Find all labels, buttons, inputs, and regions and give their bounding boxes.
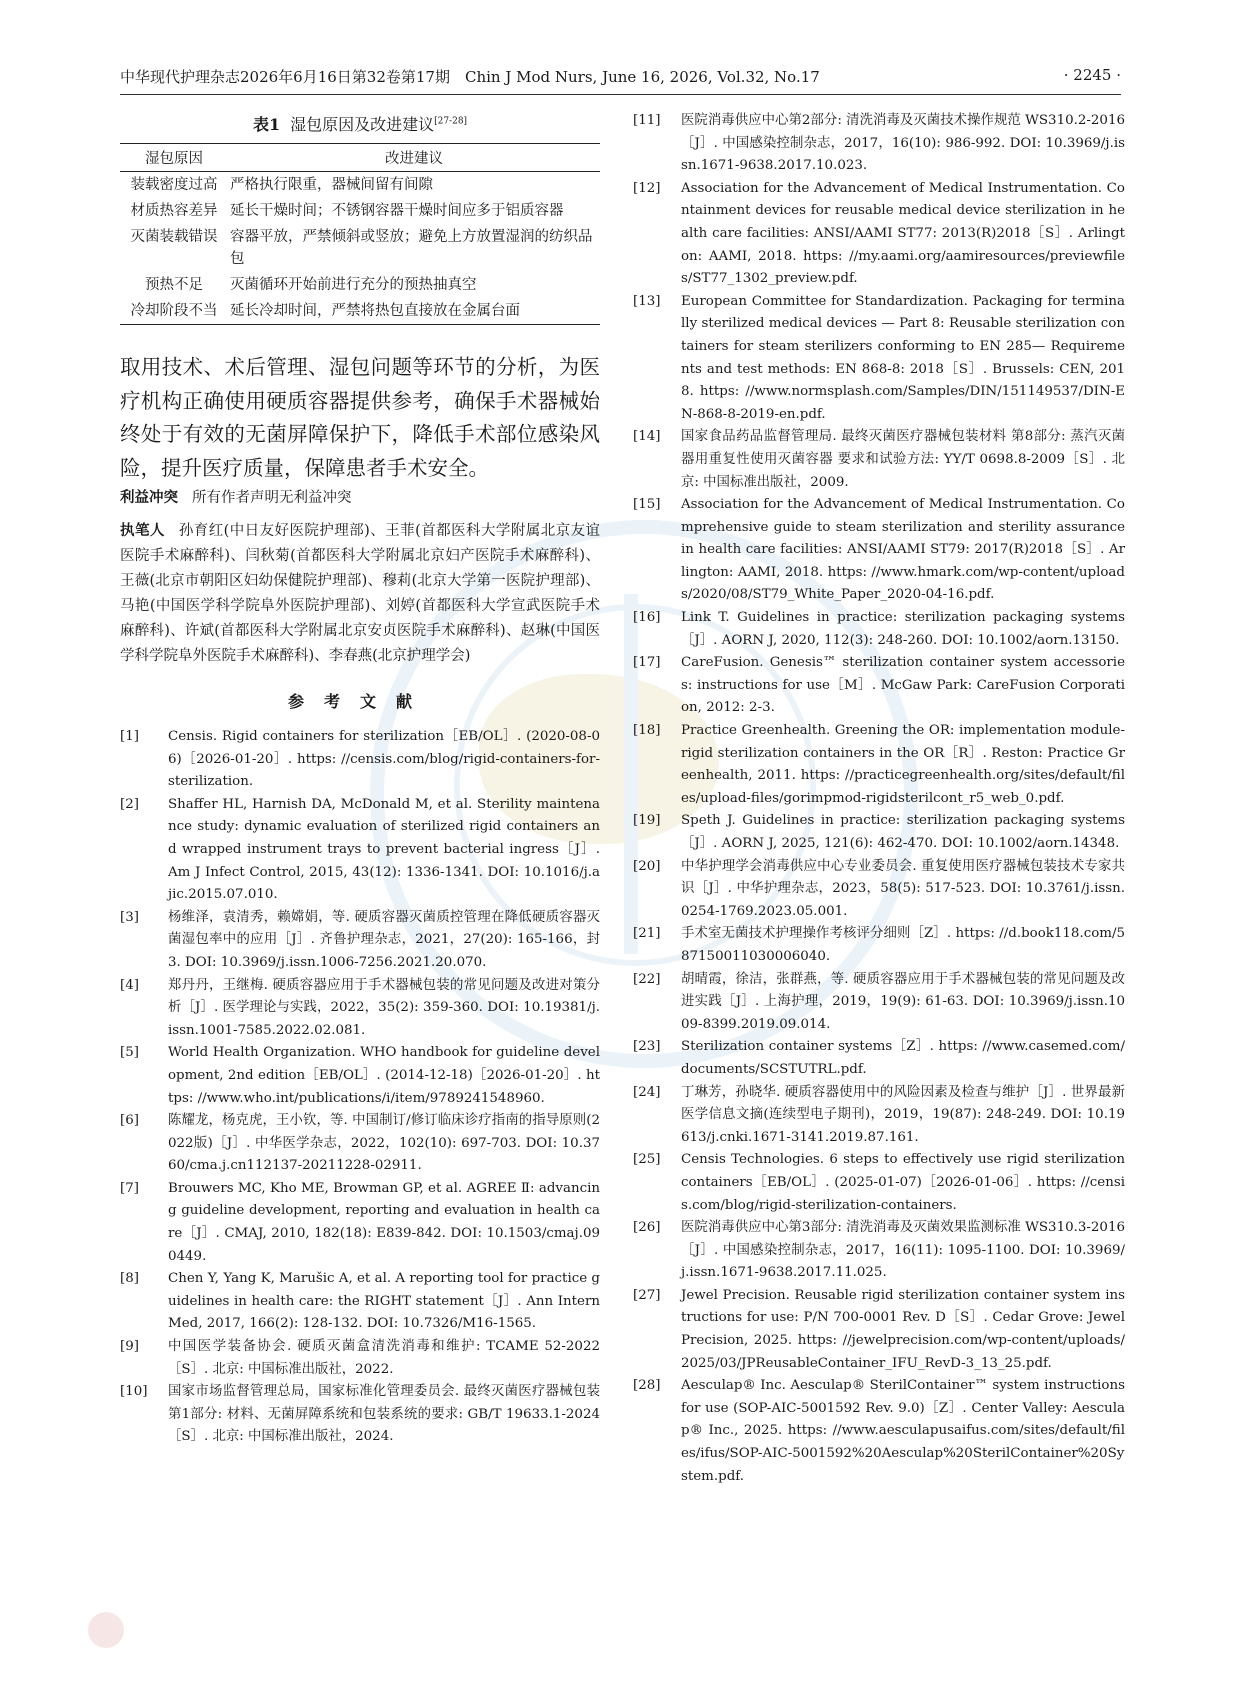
reference-item bbox=[120, 1336, 600, 1381]
reference-number: [8] bbox=[120, 1271, 139, 1287]
reference-text: Speth J. Guidelines in practice: sterilization packaging systems［J］. AORN J, 2025, 121(6): 462-470. DOI: 10.1002/aorn.14348. bbox=[681, 813, 1125, 851]
reference-number: [27] bbox=[633, 1287, 661, 1303]
cell-cause: 冷却阶段不当 bbox=[120, 298, 228, 325]
reference-text: 医院消毒供应中心第2部分: 清洗消毒及灭菌技术操作规范 WS310.2-2016［J］. 中国感染控制杂志，2017，16(10): 986-992. DOI: 10.3969/j.issn.1671-9638.2017.10.023. bbox=[681, 113, 1125, 174]
reference-item bbox=[633, 1375, 1125, 1488]
reference-text: European Committee for Standardization. Packaging for terminally sterilized medical devices — Part 8: Reusable sterilization containers for steam sterilizers conforming to EN 285— Requirements and test methods: EN 868-8: 2018［S］. Brussels: CEN, 2018. https: //www.normsplash.com/Samples/DIN/151149537/DIN-EN-868-8-2019-en.pdf. bbox=[681, 293, 1125, 422]
reference-number: [2] bbox=[120, 796, 139, 812]
reference-text: Sterilization container systems［Z］. https: //www.casemed.com/documents/SCSTUTRL.pdf. bbox=[681, 1039, 1125, 1077]
reference-text: Chen Y, Yang K, Marušic A, et al. A reporting tool for practice guidelines in health care: the RIGHT statement［J］. Ann Intern Med, 2017, 166(2): 128-132. DOI: 10.7326/M16-1565. bbox=[168, 1271, 600, 1332]
reference-item bbox=[633, 291, 1125, 427]
reference-text: 陈耀龙，杨克虎，王小钦，等. 中国制订/修订临床诊疗指南的指导原则(2022版)［J］. 中华医学杂志，2022，102(10): 697-703. DOI: 10.3760/cma.j.cn112137-20211228-02911. bbox=[168, 1113, 600, 1174]
reference-text: Censis Technologies. 6 steps to effectively use rigid sterilization containers［EB/OL］. (2025-01-07)［2026-01-06］. https: //censis.com/blog/rigid-sterilization-containers. bbox=[681, 1152, 1125, 1213]
reference-text: 中国医学装备协会. 硬质灭菌盒清洗消毒和维护: TCAME 52-2022［S］. 北京: 中国标准出版社，2022. bbox=[168, 1339, 600, 1377]
reference-number: [23] bbox=[633, 1039, 661, 1055]
reference-number: [25] bbox=[633, 1152, 661, 1168]
reference-item bbox=[120, 975, 600, 1043]
reference-item bbox=[633, 856, 1125, 924]
reference-number: [6] bbox=[120, 1113, 139, 1129]
journal-citation-line: 中华现代护理杂志2026年6月16日第32卷第17期 Chin J Mod Nurs, June 16, 2026, Vol.32, No.17 bbox=[120, 68, 820, 86]
reference-text: Association for the Advancement of Medical Instrumentation. Comprehensive guide to steam sterilization and sterility assurance in health care facilities: ANSI/AAMI ST79: 2017(R)2018［S］. Arlington: AAMI, 2018. https: //www.hmark.com/wp-content/uploads/2020/08/ST79_White_Paper_2020-04-16.pdf. bbox=[681, 497, 1125, 603]
reference-number: [5] bbox=[120, 1045, 139, 1061]
reference-number: [14] bbox=[633, 429, 661, 445]
reference-item bbox=[120, 907, 600, 975]
reference-number: [3] bbox=[120, 909, 139, 925]
table-citation: [27-28] bbox=[434, 116, 468, 127]
conflict-of-interest bbox=[120, 487, 600, 509]
cell-suggestion: 灭菌循环开始前进行充分的预热抽真空 bbox=[230, 277, 477, 293]
cell-cause: 材质热容差异 bbox=[130, 203, 218, 219]
cell-cause: 装载密度过高 bbox=[130, 177, 218, 193]
page-number: · 2245 · bbox=[1063, 66, 1121, 84]
reference-text: Link T. Guidelines in practice: sterilization packaging systems［J］. AORN J, 2020, 112(3): 248-260. DOI: 10.1002/aorn.13150. bbox=[681, 610, 1125, 648]
reference-number: [24] bbox=[633, 1084, 661, 1100]
reference-text: 手术室无菌技术护理操作考核评分细则［Z］. https: //d.book118.com/587150011030006040. bbox=[681, 926, 1125, 964]
cell-suggestion: 延长冷却时间，严禁将热包直接放在金属台面 bbox=[228, 298, 600, 325]
reference-text: 郑丹丹，王继梅. 硬质容器应用于手术器械包装的常见问题及改进对策分析［J］. 医学理论与实践，2022，35(2): 359-360. DOI: 10.19381/j.issn.1001-7585.2022.02.081. bbox=[168, 977, 600, 1038]
cell-cause: 预热不足 bbox=[145, 277, 203, 293]
cell-suggestion: 延长干燥时间；不锈钢容器干燥时间应多于铝质容器 bbox=[230, 203, 564, 219]
running-header bbox=[120, 66, 1121, 92]
reference-text: 国家食品药品监督管理局. 最终灭菌医疗器械包装材料 第8部分: 蒸汽灭菌器用重复性使用灭菌容器 要求和试验方法: YY/T 0698.8-2009［S］. 北京: 中国标准出版社，2009. bbox=[681, 429, 1125, 490]
reference-item bbox=[120, 1042, 600, 1110]
reference-text: 中华护理学会消毒供应中心专业委员会. 重复使用医疗器械包装技术专家共识［J］. 中华护理杂志，2023，58(5): 517-523. DOI: 10.3761/j.issn.0254-1769.2023.05.001. bbox=[681, 858, 1125, 919]
table-caption: 湿包原因及改进建议 bbox=[290, 115, 435, 134]
reference-text: CareFusion. Genesis™ sterilization container system accessories: instructions for use［M］. McGaw Park: CareFusion Corporation, 2012: 2-3. bbox=[681, 655, 1125, 716]
writers-paragraph bbox=[120, 519, 600, 669]
coi-label: 利益冲突 bbox=[120, 490, 178, 506]
reference-item bbox=[633, 1217, 1125, 1285]
reference-text: 医院消毒供应中心第3部分: 清洗消毒及灭菌效果监测标准 WS310.3-2016［J］. 中国感染控制杂志，2017，16(11): 1095-1100. DOI: 10.3969/j.issn.1671-9638.2017.11.025. bbox=[681, 1220, 1125, 1281]
reference-text: Shaffer HL, Harnish DA, McDonald M, et al. Sterility maintenance study: dynamic evaluation of sterilized rigid containers and wrapped instrument trays to prevent bacterial ingress［J］. Am J Infect Control, 2015, 43(12): 1336-1341. DOI: 10.1016/j.ajic.2015.07.010. bbox=[168, 796, 600, 903]
wet-pack-table bbox=[120, 143, 600, 325]
reference-list-left bbox=[120, 726, 600, 1449]
cell-cause: 灭菌装载错误 bbox=[130, 229, 218, 245]
left-column bbox=[120, 110, 600, 1449]
reference-number: [20] bbox=[633, 858, 661, 874]
reference-number: [12] bbox=[633, 180, 661, 196]
table-row bbox=[120, 198, 600, 224]
reference-text: Practice Greenhealth. Greening the OR: implementation module-rigid sterilization containers in the OR［R］. Reston: Practice Greenhealth, 2011. https: //practicegreenhealth.org/sites/default/files/upload-files/gorimpmod-rigidsterilcont_r5_web_0.pdf. bbox=[681, 723, 1125, 806]
reference-text: World Health Organization. WHO handbook for guideline development, 2nd edition［EB/OL］. (2014-12-18)［2026-01-20］. https: //www.who.int/publications/i/item/9789241548960. bbox=[168, 1045, 600, 1106]
header-rule bbox=[120, 94, 1121, 95]
reference-item bbox=[120, 726, 600, 794]
reference-text: Brouwers MC, Kho ME, Browman GP, et al. AGREE Ⅱ: advancing guideline development, reporting and evaluation in health care［J］. CMAJ, 2010, 182(18): E839-842. DOI: 10.1503/cmaj.090449. bbox=[168, 1180, 600, 1264]
reference-text: Aesculap® Inc. Aesculap® SterilContainer™ system instructions for use (SOP-AIC-5001592 Rev. 9.0)［Z］. Center Valley: Aesculap® Inc., 2025. https: //www.aesculapusaifus.com/sites/default/files/ifus/SOP-AIC-5001592%20Aesculap%20SterilContainer%20System.pdf. bbox=[681, 1378, 1125, 1484]
reference-number: [13] bbox=[633, 293, 661, 309]
reference-text: Censis. Rigid containers for sterilization［EB/OL］. (2020-08-06)［2026-01-20］. https: //censis.com/blog/rigid-containers-for-sterilization. bbox=[168, 729, 600, 790]
reference-item bbox=[633, 1082, 1125, 1150]
table-number: 表1 bbox=[252, 115, 281, 134]
table-row bbox=[120, 272, 600, 298]
reference-item bbox=[633, 923, 1125, 968]
reference-item bbox=[633, 607, 1125, 652]
writers-text: 孙育红(中日友好医院护理部)、王菲(首都医科大学附属北京友谊医院手术麻醉科)、闫秋菊(首都医科大学附属北京妇产医院手术麻醉科)、王薇(北京市朝阳区妇幼保健院护理部)、穆莉(北京大学第一医院护理部)、马艳(中国医学科学院阜外医院护理部)、刘婷(首都医科大学宣武医院手术麻醉科)、许斌(首都医科大学附属北京安贞医院手术麻醉科)、赵琳(中国医学科学院阜外医院手术麻醉科)、李春燕(北京护理学会) bbox=[120, 523, 601, 664]
cell-suggestion: 容器平放，严禁倾斜或竖放；避免上方放置湿润的纺织品包 bbox=[230, 229, 593, 267]
reference-item bbox=[633, 1036, 1125, 1081]
column-header: 湿包原因 bbox=[120, 144, 228, 172]
table-row bbox=[120, 298, 600, 325]
column-header: 改进建议 bbox=[228, 144, 600, 172]
reference-item bbox=[633, 652, 1125, 720]
reference-number: [4] bbox=[120, 977, 139, 993]
reference-item bbox=[633, 494, 1125, 607]
reference-number: [1] bbox=[120, 729, 139, 744]
reference-item bbox=[633, 1285, 1125, 1375]
reference-number: [28] bbox=[633, 1378, 661, 1394]
reference-number: [19] bbox=[633, 813, 661, 829]
reference-text: Jewel Precision. Reusable rigid sterilization container system instructions for use: P/N 700-0001 Rev. D［S］. Cedar Grove: Jewel Precision, 2025. https: //jewelprecision.com/wp-content/uploads/2025/03/JPReusableContainer_IFU_RevD-3_13_25.pdf. bbox=[681, 1287, 1125, 1371]
reference-item bbox=[633, 1149, 1125, 1217]
reference-text: 丁琳芳，孙晓华. 硬质容器使用中的风险因素及检查与维护［J］. 世界最新医学信息文摘(连续型电子期刊)，2019，19(87): 248-249. DOI: 10.19613/j.cnki.1671-3141.2019.87.161. bbox=[681, 1084, 1125, 1145]
reference-number: [22] bbox=[633, 971, 661, 987]
reference-number: [18] bbox=[633, 723, 661, 739]
table-row bbox=[120, 172, 600, 199]
publisher-logo bbox=[88, 1612, 124, 1648]
reference-text: 国家市场监督管理总局，国家标准化管理委员会. 最终灭菌医疗器械包装 第1部分: 材料、无菌屏障系统和包装系统的要求: GB/T 19633.1-2024［S］. 北京: 中国标准出版社，2024. bbox=[168, 1384, 600, 1445]
reference-text: 杨维泽，袁清秀，赖嫦娟，等. 硬质容器灭菌质控管理在降低硬质容器灭菌湿包率中的应用［J］. 齐鲁护理杂志，2021，27(20): 165-166，封3. DOI: 10.3969/j.issn.1006-7256.2021.20.070. bbox=[168, 909, 600, 970]
reference-number: [15] bbox=[633, 497, 661, 513]
table-title bbox=[120, 112, 600, 135]
reference-number: [21] bbox=[633, 926, 661, 942]
reference-number: [9] bbox=[120, 1339, 139, 1355]
reference-item bbox=[633, 810, 1125, 855]
reference-number: [17] bbox=[633, 655, 661, 671]
reference-text: 胡晴霞，徐洁，张群燕，等. 硬质容器应用于手术器械包装的常见问题及改进实践［J］. 上海护理，2019，19(9): 61-63. DOI: 10.3969/j.issn.1009-8399.2019.09.014. bbox=[681, 971, 1125, 1032]
reference-text: Association for the Advancement of Medical Instrumentation. Containment devices for reusable medical device sterilization in health care facilities: ANSI/AAMI ST77: 2013(R)2018［S］. Arlington: AAMI, 2018. https: //my.aami.org/aamiresources/previewfiles/ST77_1302_preview.pdf. bbox=[681, 180, 1125, 287]
reference-item bbox=[120, 1110, 600, 1178]
reference-item bbox=[633, 720, 1125, 810]
cell-suggestion: 严格执行限重，器械间留有间隙 bbox=[230, 177, 433, 193]
writers-label: 执笔人 bbox=[120, 523, 165, 539]
reference-item bbox=[120, 1381, 600, 1449]
reference-number: [16] bbox=[633, 610, 661, 626]
reference-number: [7] bbox=[120, 1180, 139, 1196]
reference-item bbox=[633, 110, 1125, 178]
reference-number: [10] bbox=[120, 1384, 148, 1400]
table-row bbox=[120, 224, 600, 272]
references-heading: 参考文献 bbox=[287, 692, 432, 711]
reference-item bbox=[633, 969, 1125, 1037]
reference-list-right bbox=[633, 110, 1125, 1488]
reference-number: [26] bbox=[633, 1220, 661, 1236]
reference-item bbox=[633, 426, 1125, 494]
coi-text: 所有作者声明无利益冲突 bbox=[192, 490, 352, 506]
reference-item bbox=[120, 794, 600, 907]
reference-item bbox=[120, 1178, 600, 1268]
reference-item bbox=[120, 1268, 600, 1336]
right-column bbox=[633, 110, 1125, 1488]
reference-item bbox=[633, 178, 1125, 291]
reference-number: [11] bbox=[633, 113, 661, 128]
body-paragraph: 取用技术、术后管理、湿包问题等环节的分析，为医疗机构正确使用硬质容器提供参考，确保手术器械始终处于有效的无菌屏障保护下，降低手术部位感染风险，提升医疗质量，保障患者手术安全。 bbox=[120, 355, 600, 480]
